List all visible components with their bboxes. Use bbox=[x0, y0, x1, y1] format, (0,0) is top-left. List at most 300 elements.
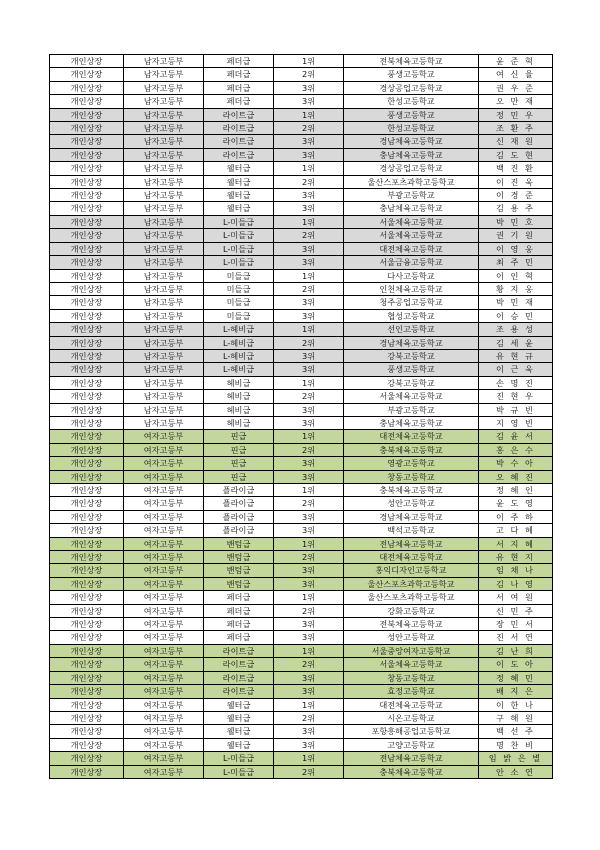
division-cell: 여자고등부 bbox=[124, 631, 204, 644]
weight-class-cell: 페더급 bbox=[204, 95, 274, 108]
weight-class-cell: 미들급 bbox=[204, 309, 274, 322]
table-row bbox=[50, 215, 553, 228]
table-row bbox=[50, 349, 553, 362]
division-cell: 여자고등부 bbox=[124, 658, 204, 671]
award-cell: 개인상장 bbox=[50, 189, 124, 202]
table-row bbox=[50, 256, 553, 269]
award-cell: 개인상장 bbox=[50, 618, 124, 631]
division-cell: 여자고등부 bbox=[124, 765, 204, 778]
rank-cell: 3위 bbox=[274, 349, 344, 362]
award-cell: 개인상장 bbox=[50, 162, 124, 175]
athlete-name-cell: 임 밝 은 별 bbox=[479, 752, 553, 765]
rank-cell: 1위 bbox=[274, 484, 344, 497]
table-row bbox=[50, 202, 553, 215]
athlete-name-cell: 김 난 희 bbox=[479, 644, 553, 657]
school-cell: 다사고등학교 bbox=[344, 269, 479, 282]
division-cell: 남자고등부 bbox=[124, 336, 204, 349]
table-row bbox=[50, 336, 553, 349]
division-cell: 남자고등부 bbox=[124, 95, 204, 108]
school-cell: 전북체육고등학교 bbox=[344, 618, 479, 631]
award-cell: 개인상장 bbox=[50, 256, 124, 269]
athlete-name-cell: 박 규 빈 bbox=[479, 403, 553, 416]
athlete-name-cell: 김 세 윤 bbox=[479, 336, 553, 349]
rank-cell: 2위 bbox=[274, 711, 344, 724]
weight-class-cell: L-미들급 bbox=[204, 229, 274, 242]
table-row bbox=[50, 175, 553, 188]
award-cell: 개인상장 bbox=[50, 55, 124, 68]
rank-cell: 2위 bbox=[274, 282, 344, 295]
rank-cell: 1위 bbox=[274, 108, 344, 121]
rank-cell: 1위 bbox=[274, 591, 344, 604]
athlete-name-cell: 고 다 혜 bbox=[479, 524, 553, 537]
division-cell: 여자고등부 bbox=[124, 510, 204, 523]
athlete-name-cell: 임 채 나 bbox=[479, 564, 553, 577]
school-cell: 경상공업고등학교 bbox=[344, 162, 479, 175]
rank-cell: 1위 bbox=[274, 55, 344, 68]
division-cell: 남자고등부 bbox=[124, 229, 204, 242]
award-cell: 개인상장 bbox=[50, 215, 124, 228]
athlete-name-cell: 박 수 아 bbox=[479, 457, 553, 470]
rank-cell: 3위 bbox=[274, 189, 344, 202]
weight-class-cell: 페더급 bbox=[204, 81, 274, 94]
school-cell: 선인고등학교 bbox=[344, 323, 479, 336]
rank-cell: 2위 bbox=[274, 336, 344, 349]
athlete-name-cell: 조 용 성 bbox=[479, 323, 553, 336]
athlete-name-cell: 최 주 민 bbox=[479, 256, 553, 269]
rank-cell: 3위 bbox=[274, 510, 344, 523]
athlete-name-cell: 유 현 규 bbox=[479, 349, 553, 362]
rank-cell: 3위 bbox=[274, 470, 344, 483]
table-row bbox=[50, 551, 553, 564]
weight-class-cell: L-미들급 bbox=[204, 765, 274, 778]
school-cell: 충남체육고등학교 bbox=[344, 416, 479, 429]
division-cell: 남자고등부 bbox=[124, 135, 204, 148]
athlete-name-cell: 명 찬 비 bbox=[479, 738, 553, 751]
table-row bbox=[50, 189, 553, 202]
weight-class-cell: L-헤비급 bbox=[204, 323, 274, 336]
athlete-name-cell: 유 현 지 bbox=[479, 551, 553, 564]
table-row bbox=[50, 671, 553, 684]
weight-class-cell: 페더급 bbox=[204, 68, 274, 81]
table-row bbox=[50, 416, 553, 429]
athlete-name-cell: 장 민 서 bbox=[479, 618, 553, 631]
athlete-name-cell: 백 진 환 bbox=[479, 162, 553, 175]
division-cell: 남자고등부 bbox=[124, 282, 204, 295]
table-row bbox=[50, 430, 553, 443]
school-cell: 울산스포츠과학고등학교 bbox=[344, 577, 479, 590]
division-cell: 남자고등부 bbox=[124, 202, 204, 215]
division-cell: 여자고등부 bbox=[124, 738, 204, 751]
division-cell: 남자고등부 bbox=[124, 55, 204, 68]
school-cell: 강북고등학교 bbox=[344, 349, 479, 362]
weight-class-cell: 핀급 bbox=[204, 470, 274, 483]
athlete-name-cell: 이 승 민 bbox=[479, 309, 553, 322]
rank-cell: 3위 bbox=[274, 148, 344, 161]
weight-class-cell: 밴텀급 bbox=[204, 577, 274, 590]
award-cell: 개인상장 bbox=[50, 135, 124, 148]
division-cell: 여자고등부 bbox=[124, 497, 204, 510]
athlete-name-cell: 윤 준 혁 bbox=[479, 55, 553, 68]
award-cell: 개인상장 bbox=[50, 336, 124, 349]
table-row bbox=[50, 457, 553, 470]
school-cell: 대전체육고등학교 bbox=[344, 242, 479, 255]
athlete-name-cell: 백 선 주 bbox=[479, 725, 553, 738]
award-cell: 개인상장 bbox=[50, 631, 124, 644]
rank-cell: 3위 bbox=[274, 725, 344, 738]
table-row bbox=[50, 765, 553, 778]
table-row bbox=[50, 323, 553, 336]
weight-class-cell: 헤비급 bbox=[204, 390, 274, 403]
division-cell: 남자고등부 bbox=[124, 242, 204, 255]
athlete-name-cell: 이 진 욱 bbox=[479, 175, 553, 188]
weight-class-cell: 웰터급 bbox=[204, 202, 274, 215]
weight-class-cell: 웰터급 bbox=[204, 725, 274, 738]
award-cell: 개인상장 bbox=[50, 349, 124, 362]
athlete-name-cell: 신 민 주 bbox=[479, 604, 553, 617]
rank-cell: 1위 bbox=[274, 537, 344, 550]
division-cell: 여자고등부 bbox=[124, 457, 204, 470]
award-cell: 개인상장 bbox=[50, 711, 124, 724]
weight-class-cell: 라이트급 bbox=[204, 671, 274, 684]
weight-class-cell: L-헤비급 bbox=[204, 363, 274, 376]
table-row bbox=[50, 135, 553, 148]
weight-class-cell: L-헤비급 bbox=[204, 336, 274, 349]
table-row bbox=[50, 537, 553, 550]
table-row bbox=[50, 524, 553, 537]
award-cell: 개인상장 bbox=[50, 551, 124, 564]
athlete-name-cell: 박 민 재 bbox=[479, 296, 553, 309]
weight-class-cell: L-미들급 bbox=[204, 752, 274, 765]
school-cell: 시온고등학교 bbox=[344, 711, 479, 724]
division-cell: 남자고등부 bbox=[124, 390, 204, 403]
athlete-name-cell: 안 소 연 bbox=[479, 765, 553, 778]
rank-cell: 3위 bbox=[274, 135, 344, 148]
division-cell: 남자고등부 bbox=[124, 376, 204, 389]
weight-class-cell: L-헤비급 bbox=[204, 349, 274, 362]
award-cell: 개인상장 bbox=[50, 577, 124, 590]
division-cell: 여자고등부 bbox=[124, 698, 204, 711]
weight-class-cell: 웰터급 bbox=[204, 698, 274, 711]
athlete-name-cell: 권 기 원 bbox=[479, 229, 553, 242]
table-row bbox=[50, 55, 553, 68]
rank-cell: 3위 bbox=[274, 242, 344, 255]
weight-class-cell: 미들급 bbox=[204, 269, 274, 282]
rank-cell: 3위 bbox=[274, 363, 344, 376]
rank-cell: 2위 bbox=[274, 175, 344, 188]
division-cell: 여자고등부 bbox=[124, 443, 204, 456]
rank-cell: 3위 bbox=[274, 403, 344, 416]
award-cell: 개인상장 bbox=[50, 443, 124, 456]
weight-class-cell: 페더급 bbox=[204, 618, 274, 631]
award-cell: 개인상장 bbox=[50, 175, 124, 188]
weight-class-cell: 라이트급 bbox=[204, 658, 274, 671]
rank-cell: 3위 bbox=[274, 95, 344, 108]
athlete-name-cell: 지 영 빈 bbox=[479, 416, 553, 429]
division-cell: 남자고등부 bbox=[124, 215, 204, 228]
award-cell: 개인상장 bbox=[50, 309, 124, 322]
school-cell: 풍생고등학교 bbox=[344, 108, 479, 121]
table-row bbox=[50, 631, 553, 644]
division-cell: 여자고등부 bbox=[124, 618, 204, 631]
school-cell: 청주공업고등학교 bbox=[344, 296, 479, 309]
award-cell: 개인상장 bbox=[50, 376, 124, 389]
weight-class-cell: 밴텀급 bbox=[204, 537, 274, 550]
table-row bbox=[50, 162, 553, 175]
table-row bbox=[50, 309, 553, 322]
athlete-name-cell: 서 지 혜 bbox=[479, 537, 553, 550]
division-cell: 여자고등부 bbox=[124, 564, 204, 577]
award-cell: 개인상장 bbox=[50, 122, 124, 135]
weight-class-cell: 플라이급 bbox=[204, 510, 274, 523]
award-cell: 개인상장 bbox=[50, 497, 124, 510]
division-cell: 남자고등부 bbox=[124, 256, 204, 269]
division-cell: 남자고등부 bbox=[124, 108, 204, 121]
table-row bbox=[50, 68, 553, 81]
award-cell: 개인상장 bbox=[50, 282, 124, 295]
table-row bbox=[50, 470, 553, 483]
school-cell: 창동고등학교 bbox=[344, 671, 479, 684]
rank-cell: 3위 bbox=[274, 671, 344, 684]
award-cell: 개인상장 bbox=[50, 390, 124, 403]
table-row bbox=[50, 403, 553, 416]
rank-cell: 3위 bbox=[274, 309, 344, 322]
weight-class-cell: 미들급 bbox=[204, 296, 274, 309]
rank-cell: 2위 bbox=[274, 443, 344, 456]
award-cell: 개인상장 bbox=[50, 738, 124, 751]
division-cell: 남자고등부 bbox=[124, 68, 204, 81]
school-cell: 창동고등학교 bbox=[344, 470, 479, 483]
award-cell: 개인상장 bbox=[50, 242, 124, 255]
table-row bbox=[50, 269, 553, 282]
rank-cell: 1위 bbox=[274, 376, 344, 389]
weight-class-cell: 웰터급 bbox=[204, 711, 274, 724]
division-cell: 여자고등부 bbox=[124, 577, 204, 590]
school-cell: 포항흥해공업고등학교 bbox=[344, 725, 479, 738]
award-cell: 개인상장 bbox=[50, 658, 124, 671]
weight-class-cell: L-미들급 bbox=[204, 242, 274, 255]
athlete-name-cell: 이 주 하 bbox=[479, 510, 553, 523]
award-cell: 개인상장 bbox=[50, 524, 124, 537]
rank-cell: 1위 bbox=[274, 752, 344, 765]
division-cell: 남자고등부 bbox=[124, 309, 204, 322]
table-row bbox=[50, 604, 553, 617]
rank-cell: 3위 bbox=[274, 685, 344, 698]
table-row bbox=[50, 376, 553, 389]
athlete-name-cell: 이 한 나 bbox=[479, 698, 553, 711]
athlete-name-cell: 배 지 은 bbox=[479, 685, 553, 698]
division-cell: 남자고등부 bbox=[124, 122, 204, 135]
athlete-name-cell: 서 여 원 bbox=[479, 591, 553, 604]
rank-cell: 1위 bbox=[274, 323, 344, 336]
athlete-name-cell: 이 인 혁 bbox=[479, 269, 553, 282]
division-cell: 여자고등부 bbox=[124, 470, 204, 483]
division-cell: 여자고등부 bbox=[124, 551, 204, 564]
award-cell: 개인상장 bbox=[50, 470, 124, 483]
table-row bbox=[50, 282, 553, 295]
rank-cell: 2위 bbox=[274, 390, 344, 403]
award-cell: 개인상장 bbox=[50, 591, 124, 604]
rank-cell: 2위 bbox=[274, 497, 344, 510]
school-cell: 울산스포츠과학고등학교 bbox=[344, 175, 479, 188]
award-cell: 개인상장 bbox=[50, 148, 124, 161]
weight-class-cell: 플라이급 bbox=[204, 524, 274, 537]
rank-cell: 3위 bbox=[274, 81, 344, 94]
award-cell: 개인상장 bbox=[50, 323, 124, 336]
school-cell: 강북고등학교 bbox=[344, 376, 479, 389]
athlete-name-cell: 손 명 진 bbox=[479, 376, 553, 389]
rank-cell: 3위 bbox=[274, 524, 344, 537]
athlete-name-cell: 진 서 연 bbox=[479, 631, 553, 644]
school-cell: 경상공업고등학교 bbox=[344, 81, 479, 94]
table-row bbox=[50, 618, 553, 631]
rank-cell: 1위 bbox=[274, 644, 344, 657]
athlete-name-cell: 김 용 주 bbox=[479, 202, 553, 215]
division-cell: 남자고등부 bbox=[124, 81, 204, 94]
division-cell: 여자고등부 bbox=[124, 591, 204, 604]
athlete-name-cell: 구 해 원 bbox=[479, 711, 553, 724]
table-row bbox=[50, 564, 553, 577]
weight-class-cell: 라이트급 bbox=[204, 108, 274, 121]
school-cell: 경남체육고등학교 bbox=[344, 510, 479, 523]
award-cell: 개인상장 bbox=[50, 457, 124, 470]
rank-cell: 3위 bbox=[274, 618, 344, 631]
weight-class-cell: 헤비급 bbox=[204, 403, 274, 416]
division-cell: 여자고등부 bbox=[124, 604, 204, 617]
school-cell: 서울체육고등학교 bbox=[344, 229, 479, 242]
school-cell: 성안고등학교 bbox=[344, 497, 479, 510]
school-cell: 서울금융고등학교 bbox=[344, 256, 479, 269]
school-cell: 서울체육고등학교 bbox=[344, 215, 479, 228]
rank-cell: 1위 bbox=[274, 430, 344, 443]
award-cell: 개인상장 bbox=[50, 416, 124, 429]
rank-cell: 3위 bbox=[274, 256, 344, 269]
school-cell: 성안고등학교 bbox=[344, 631, 479, 644]
school-cell: 전남체육고등학교 bbox=[344, 752, 479, 765]
table-row bbox=[50, 95, 553, 108]
school-cell: 부광고등학교 bbox=[344, 189, 479, 202]
award-cell: 개인상장 bbox=[50, 564, 124, 577]
award-cell: 개인상장 bbox=[50, 671, 124, 684]
weight-class-cell: 페더급 bbox=[204, 604, 274, 617]
weight-class-cell: 라이트급 bbox=[204, 135, 274, 148]
athlete-name-cell: 김 도 현 bbox=[479, 148, 553, 161]
division-cell: 여자고등부 bbox=[124, 711, 204, 724]
table-row bbox=[50, 510, 553, 523]
table-row bbox=[50, 497, 553, 510]
award-cell: 개인상장 bbox=[50, 604, 124, 617]
division-cell: 남자고등부 bbox=[124, 175, 204, 188]
school-cell: 풍생고등학교 bbox=[344, 363, 479, 376]
weight-class-cell: 페더급 bbox=[204, 55, 274, 68]
table-row bbox=[50, 685, 553, 698]
award-cell: 개인상장 bbox=[50, 403, 124, 416]
weight-class-cell: L-미들급 bbox=[204, 215, 274, 228]
weight-class-cell: 핀급 bbox=[204, 430, 274, 443]
athlete-name-cell: 이 경 준 bbox=[479, 189, 553, 202]
award-cell: 개인상장 bbox=[50, 725, 124, 738]
weight-class-cell: 라이트급 bbox=[204, 685, 274, 698]
rank-cell: 2위 bbox=[274, 551, 344, 564]
award-cell: 개인상장 bbox=[50, 269, 124, 282]
table-row bbox=[50, 148, 553, 161]
school-cell: 충북체육고등학교 bbox=[344, 765, 479, 778]
division-cell: 남자고등부 bbox=[124, 403, 204, 416]
weight-class-cell: 밴텀급 bbox=[204, 564, 274, 577]
athlete-name-cell: 진 현 우 bbox=[479, 390, 553, 403]
school-cell: 경남체육고등학교 bbox=[344, 135, 479, 148]
weight-class-cell: 웰터급 bbox=[204, 162, 274, 175]
school-cell: 영광고등학교 bbox=[344, 457, 479, 470]
athlete-name-cell: 오 만 재 bbox=[479, 95, 553, 108]
school-cell: 고양고등학교 bbox=[344, 738, 479, 751]
table-row bbox=[50, 577, 553, 590]
weight-class-cell: 밴텀급 bbox=[204, 551, 274, 564]
weight-class-cell: 페더급 bbox=[204, 591, 274, 604]
table-row bbox=[50, 108, 553, 121]
results-table-body bbox=[50, 55, 553, 779]
athlete-name-cell: 윤 도 영 bbox=[479, 497, 553, 510]
division-cell: 여자고등부 bbox=[124, 752, 204, 765]
division-cell: 남자고등부 bbox=[124, 269, 204, 282]
athlete-name-cell: 박 민 호 bbox=[479, 215, 553, 228]
table-row bbox=[50, 658, 553, 671]
weight-class-cell: 웰터급 bbox=[204, 175, 274, 188]
division-cell: 남자고등부 bbox=[124, 162, 204, 175]
table-row bbox=[50, 484, 553, 497]
rank-cell: 2위 bbox=[274, 229, 344, 242]
division-cell: 남자고등부 bbox=[124, 296, 204, 309]
division-cell: 남자고등부 bbox=[124, 363, 204, 376]
division-cell: 여자고등부 bbox=[124, 484, 204, 497]
division-cell: 여자고등부 bbox=[124, 725, 204, 738]
school-cell: 효정고등학교 bbox=[344, 685, 479, 698]
division-cell: 남자고등부 bbox=[124, 416, 204, 429]
school-cell: 경남체육고등학교 bbox=[344, 336, 479, 349]
school-cell: 강화고등학교 bbox=[344, 604, 479, 617]
division-cell: 여자고등부 bbox=[124, 685, 204, 698]
division-cell: 남자고등부 bbox=[124, 349, 204, 362]
school-cell: 서울중앙여자고등학교 bbox=[344, 644, 479, 657]
school-cell: 백석고등학교 bbox=[344, 524, 479, 537]
school-cell: 충북체육고등학교 bbox=[344, 484, 479, 497]
rank-cell: 1위 bbox=[274, 698, 344, 711]
table-row bbox=[50, 390, 553, 403]
rank-cell: 3위 bbox=[274, 631, 344, 644]
division-cell: 여자고등부 bbox=[124, 524, 204, 537]
rank-cell: 3위 bbox=[274, 564, 344, 577]
rank-cell: 3위 bbox=[274, 738, 344, 751]
table-row bbox=[50, 81, 553, 94]
school-cell: 풍생고등학교 bbox=[344, 68, 479, 81]
table-row bbox=[50, 591, 553, 604]
rank-cell: 2위 bbox=[274, 658, 344, 671]
table-row bbox=[50, 296, 553, 309]
division-cell: 여자고등부 bbox=[124, 430, 204, 443]
award-cell: 개인상장 bbox=[50, 95, 124, 108]
rank-cell: 3위 bbox=[274, 577, 344, 590]
rank-cell: 2위 bbox=[274, 68, 344, 81]
school-cell: 충북체육고등학교 bbox=[344, 443, 479, 456]
award-cell: 개인상장 bbox=[50, 510, 124, 523]
school-cell: 충남체육고등학교 bbox=[344, 148, 479, 161]
weight-class-cell: 웰터급 bbox=[204, 738, 274, 751]
award-cell: 개인상장 bbox=[50, 698, 124, 711]
school-cell: 협성고등학교 bbox=[344, 309, 479, 322]
award-cell: 개인상장 bbox=[50, 537, 124, 550]
school-cell: 충남체육고등학교 bbox=[344, 202, 479, 215]
award-cell: 개인상장 bbox=[50, 752, 124, 765]
school-cell: 서울체육고등학교 bbox=[344, 390, 479, 403]
